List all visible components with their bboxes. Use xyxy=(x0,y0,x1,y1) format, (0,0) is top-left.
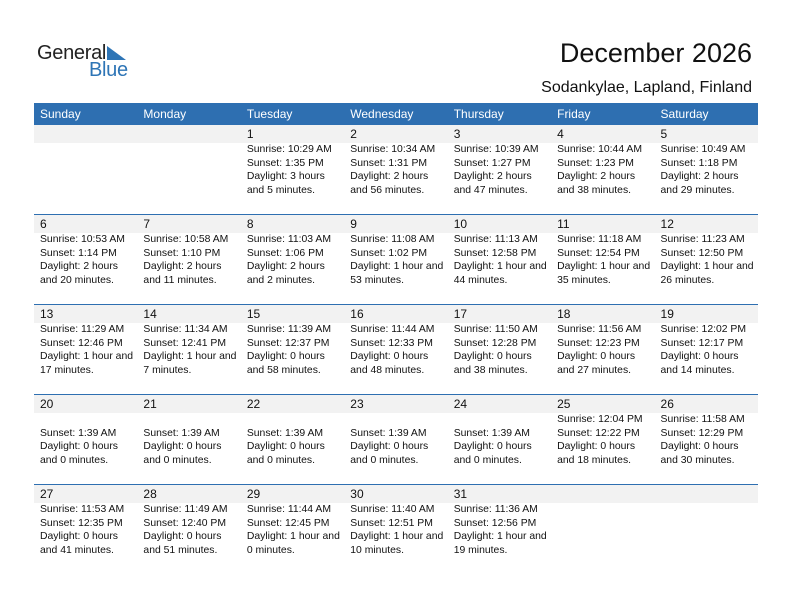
sunrise-text: Sunrise: 11:50 AM xyxy=(453,324,538,335)
day-number: 27 xyxy=(40,487,54,501)
sunset-text: Sunset: 1:39 AM xyxy=(453,427,530,439)
daylight-minutes-text: and 38 minutes. xyxy=(453,364,528,376)
day-cell xyxy=(551,233,654,287)
sunset-text: Sunset: 12:54 PM xyxy=(557,247,640,259)
day-info-row xyxy=(34,233,758,287)
weekday-thursday: Thursday xyxy=(453,107,504,121)
daylight-text: Daylight: 1 hour and xyxy=(453,531,547,543)
day-number: 18 xyxy=(557,307,571,321)
day-cell xyxy=(344,323,447,377)
day-number xyxy=(34,125,137,143)
daylight-minutes-text: 26 minutes. xyxy=(660,274,715,286)
weekday-tuesday: Tuesday xyxy=(246,107,293,121)
day-cell xyxy=(34,143,137,197)
day-number xyxy=(551,485,654,503)
weekday-sunday: Sunday xyxy=(40,107,81,121)
sunset-text: Sunset: 12:50 PM xyxy=(660,247,744,259)
sunrise-text: Sunrise: 10:44 AM xyxy=(557,144,643,155)
weekday-friday: Friday xyxy=(557,107,591,121)
daylight-text: Daylight: 3 hours xyxy=(246,171,325,183)
day-cell xyxy=(448,143,551,197)
daylight-minutes-text: and 20 minutes. xyxy=(40,274,114,286)
sunset-text: Sunset: 12:58 PM xyxy=(453,247,537,259)
day-cell xyxy=(551,503,654,557)
daylight-minutes-text: and 30 minutes. xyxy=(660,454,735,466)
sunrise-text xyxy=(247,413,344,427)
daylight-minutes-text xyxy=(40,184,137,198)
sunset-text: Sunset: 12:51 PM xyxy=(350,517,433,529)
day-number: 11 xyxy=(557,217,570,231)
sunrise-text: Sunrise: 11:39 AM xyxy=(246,324,331,335)
sunset-text: Sunset: 12:22 PM xyxy=(557,427,640,439)
day-number-row xyxy=(34,305,758,323)
day-cell xyxy=(551,323,654,377)
daylight-text: Daylight: 1 hour and xyxy=(453,261,547,273)
daylight-text: Daylight: 0 hours xyxy=(453,441,532,453)
day-cell xyxy=(655,503,758,557)
sunrise-text: Sunrise: 11:44 AM xyxy=(350,324,435,335)
calendar-week xyxy=(34,394,758,484)
sunrise-text xyxy=(40,413,137,427)
day-cell xyxy=(344,413,447,467)
daylight-text: Daylight: 0 hours xyxy=(143,441,222,453)
daylight-minutes-text: 0 minutes. xyxy=(246,544,295,556)
day-cell xyxy=(655,143,758,197)
daylight-text: Daylight: 2 hours xyxy=(40,261,118,273)
daylight-minutes-text: and 0 minutes. xyxy=(453,454,522,466)
day-number: 12 xyxy=(660,217,674,231)
daylight-text: Daylight: 1 hour and xyxy=(40,351,133,363)
sunset-text: Sunset: 1:14 PM xyxy=(40,247,117,259)
daylight-text: Daylight: 2 hours xyxy=(557,171,636,183)
daylight-text: Daylight: 0 hours xyxy=(246,351,325,363)
sunset-text xyxy=(557,517,654,531)
calendar-week xyxy=(34,304,758,394)
daylight-text: Daylight: 1 hour and xyxy=(660,261,754,273)
day-number: 6 xyxy=(40,217,47,231)
day-number: 5 xyxy=(660,127,668,141)
sunset-text: Sunset: 1:23 PM xyxy=(557,157,634,169)
day-cell xyxy=(448,503,551,557)
sunrise-text: Sunrise: 10:53 AM xyxy=(40,234,125,245)
daylight-minutes-text: and 2 minutes. xyxy=(246,274,316,286)
sunrise-text xyxy=(454,413,551,427)
location-subtitle: Sodankylae, Lapland, Finland xyxy=(541,79,752,96)
sunset-text: Sunset: 1:35 PM xyxy=(246,157,324,169)
daylight-minutes-text: 7 minutes. xyxy=(143,364,192,376)
day-number-row xyxy=(34,485,758,503)
day-number: 29 xyxy=(246,487,261,501)
sunrise-text: Sunrise: 11:44 AM xyxy=(246,504,331,515)
day-cell xyxy=(655,413,758,467)
sunset-text: Sunset: 1:10 PM xyxy=(143,247,221,259)
day-info-row xyxy=(34,503,758,557)
sunset-text: Sunset: 12:56 PM xyxy=(453,517,537,529)
day-cell xyxy=(344,233,447,287)
sunset-text: Sunset: 1:18 PM xyxy=(660,157,738,169)
sunset-text: Sunset: 12:37 PM xyxy=(246,337,330,349)
logo-triangle-icon xyxy=(107,46,126,60)
sunset-text: Sunset: 1:02 PM xyxy=(350,247,428,259)
sunset-text xyxy=(40,157,137,171)
daylight-minutes-text: and 48 minutes. xyxy=(350,364,425,376)
daylight-text xyxy=(661,530,758,544)
sunrise-text: Sunrise: 12:02 PM xyxy=(660,324,747,335)
sunrise-text: Sunrise: 11:56 AM xyxy=(557,324,642,335)
sunset-text: Sunset: 1:39 AM xyxy=(246,427,324,439)
logo-general-text: General xyxy=(37,42,107,64)
sunrise-text: Sunrise: 11:13 AM xyxy=(453,234,538,245)
day-number: 9 xyxy=(350,217,357,231)
day-cell xyxy=(34,413,137,467)
daylight-minutes-text: and 0 minutes. xyxy=(246,454,316,466)
daylight-minutes-text: and 56 minutes. xyxy=(350,184,425,196)
sunset-text: Sunset: 12:28 PM xyxy=(453,337,537,349)
day-info-row xyxy=(34,143,758,197)
calendar-week xyxy=(34,125,758,214)
daylight-minutes-text: 35 minutes. xyxy=(557,274,611,286)
day-number: 20 xyxy=(40,397,54,411)
logo xyxy=(37,42,137,82)
sunset-text: Sunset: 12:23 PM xyxy=(557,337,640,349)
daylight-text: Daylight: 1 hour and xyxy=(143,351,237,363)
sunrise-text: Sunrise: 11:18 AM xyxy=(557,234,642,245)
daylight-text: Daylight: 0 hours xyxy=(40,531,118,543)
daylight-text: Daylight: 1 hour and xyxy=(557,261,651,273)
day-cell xyxy=(655,233,758,287)
day-cell xyxy=(137,233,240,287)
daylight-text: Daylight: 0 hours xyxy=(143,531,222,543)
sunset-text: Sunset: 1:39 AM xyxy=(143,427,220,439)
calendar-week xyxy=(34,484,758,574)
day-cell xyxy=(344,503,447,557)
daylight-minutes-text: and 0 minutes. xyxy=(40,454,109,466)
day-number: 2 xyxy=(350,127,357,141)
daylight-minutes-text: and 11 minutes. xyxy=(143,274,217,286)
sunset-text: Sunset: 1:39 AM xyxy=(350,427,427,439)
weekday-saturday: Saturday xyxy=(660,107,709,121)
sunset-text xyxy=(661,517,758,531)
calendar xyxy=(34,103,758,574)
sunrise-text xyxy=(661,503,758,517)
day-number: 28 xyxy=(143,487,157,501)
weekday-header xyxy=(34,103,758,125)
daylight-minutes-text: 44 minutes. xyxy=(453,274,508,286)
daylight-text: Daylight: 2 hours xyxy=(246,261,325,273)
daylight-text: Daylight: 0 hours xyxy=(40,441,118,453)
day-number: 21 xyxy=(143,397,157,411)
daylight-text xyxy=(143,170,240,184)
day-number: 14 xyxy=(143,307,157,321)
daylight-text: Daylight: 0 hours xyxy=(246,441,325,453)
sunset-text xyxy=(143,157,240,171)
sunset-text: Sunset: 1:39 AM xyxy=(40,427,117,439)
sunset-text: Sunset: 12:33 PM xyxy=(350,337,433,349)
sunrise-text: Sunrise: 10:29 AM xyxy=(246,144,332,155)
daylight-minutes-text xyxy=(557,544,654,558)
day-number: 22 xyxy=(246,397,261,411)
day-number: 13 xyxy=(40,307,54,321)
day-number: 16 xyxy=(350,307,364,321)
daylight-minutes-text: and 5 minutes. xyxy=(246,184,316,196)
daylight-minutes-text: and 38 minutes. xyxy=(557,184,632,196)
day-number: 4 xyxy=(557,127,564,141)
sunset-text: Sunset: 1:06 PM xyxy=(246,247,324,259)
day-number: 23 xyxy=(350,397,364,411)
daylight-text xyxy=(40,170,137,184)
daylight-text: Daylight: 1 hour and xyxy=(246,531,340,543)
day-cell xyxy=(448,323,551,377)
sunset-text: Sunset: 1:27 PM xyxy=(453,157,531,169)
day-number: 10 xyxy=(453,217,468,231)
day-number: 25 xyxy=(557,397,571,411)
sunset-text: Sunset: 1:31 PM xyxy=(350,157,428,169)
day-number: 15 xyxy=(246,307,261,321)
weeks-container xyxy=(34,125,758,574)
day-number: 19 xyxy=(660,307,674,321)
day-cell xyxy=(551,413,654,467)
daylight-text: Daylight: 0 hours xyxy=(660,441,739,453)
daylight-text xyxy=(557,530,654,544)
daylight-minutes-text: and 58 minutes. xyxy=(246,364,321,376)
day-info-row xyxy=(34,413,758,467)
day-cell xyxy=(241,503,344,557)
daylight-minutes-text: 53 minutes. xyxy=(350,274,404,286)
daylight-text: Daylight: 2 hours xyxy=(660,171,739,183)
daylight-minutes-text: and 0 minutes. xyxy=(350,454,419,466)
sunrise-text: Sunrise: 11:23 AM xyxy=(660,234,745,245)
daylight-minutes-text xyxy=(143,184,240,198)
sunrise-text xyxy=(143,413,240,427)
sunrise-text: Sunrise: 10:34 AM xyxy=(350,144,436,155)
daylight-text: Daylight: 0 hours xyxy=(660,351,739,363)
sunrise-text: Sunrise: 10:58 AM xyxy=(143,234,229,245)
daylight-minutes-text: and 41 minutes. xyxy=(40,544,114,556)
day-cell xyxy=(551,143,654,197)
day-cell xyxy=(241,143,344,197)
sunrise-text: Sunrise: 10:39 AM xyxy=(453,144,539,155)
day-cell xyxy=(448,413,551,467)
daylight-minutes-text xyxy=(661,544,758,558)
day-number: 24 xyxy=(453,397,468,411)
daylight-text: Daylight: 2 hours xyxy=(143,261,222,273)
sunrise-text: Sunrise: 11:58 AM xyxy=(660,414,745,425)
day-number: 17 xyxy=(453,307,468,321)
daylight-minutes-text: and 51 minutes. xyxy=(143,544,218,556)
daylight-text: Daylight: 0 hours xyxy=(350,441,429,453)
daylight-text: Daylight: 1 hour and xyxy=(350,261,444,273)
sunset-text: Sunset: 12:46 PM xyxy=(40,337,123,349)
daylight-minutes-text: and 0 minutes. xyxy=(143,454,212,466)
daylight-minutes-text: 10 minutes. xyxy=(350,544,404,556)
sunrise-text: Sunrise: 11:29 AM xyxy=(40,324,125,335)
day-number: 30 xyxy=(350,487,364,501)
day-number-row xyxy=(34,395,758,413)
daylight-minutes-text: and 47 minutes. xyxy=(453,184,528,196)
sunrise-text xyxy=(143,143,240,157)
day-cell xyxy=(34,503,137,557)
weekday-wednesday: Wednesday xyxy=(350,107,414,121)
day-number: 8 xyxy=(246,217,254,231)
sunrise-text: Sunrise: 11:49 AM xyxy=(143,504,228,515)
sunrise-text: Sunrise: 11:36 AM xyxy=(453,504,538,515)
daylight-text: Daylight: 2 hours xyxy=(350,171,429,183)
sunrise-text xyxy=(350,413,447,427)
day-cell xyxy=(137,143,240,197)
daylight-minutes-text: and 14 minutes. xyxy=(660,364,735,376)
calendar-week xyxy=(34,214,758,304)
sunrise-text xyxy=(40,143,137,157)
daylight-minutes-text: and 27 minutes. xyxy=(557,364,632,376)
sunrise-text: Sunrise: 11:08 AM xyxy=(350,234,435,245)
sunrise-text: Sunrise: 11:34 AM xyxy=(143,324,228,335)
daylight-text: Daylight: 0 hours xyxy=(557,441,636,453)
daylight-text: Daylight: 0 hours xyxy=(350,351,429,363)
sunrise-text xyxy=(557,503,654,517)
sunrise-text: Sunrise: 10:49 AM xyxy=(660,144,746,155)
day-number xyxy=(655,485,758,503)
daylight-text: Daylight: 2 hours xyxy=(453,171,532,183)
sunrise-text: Sunrise: 11:03 AM xyxy=(246,234,331,245)
sunset-text: Sunset: 12:45 PM xyxy=(246,517,330,529)
daylight-minutes-text: 19 minutes. xyxy=(453,544,508,556)
day-cell xyxy=(34,233,137,287)
daylight-minutes-text: and 18 minutes. xyxy=(557,454,632,466)
day-number-row xyxy=(34,125,758,143)
day-number: 31 xyxy=(453,487,468,501)
day-cell xyxy=(137,323,240,377)
sunrise-text: Sunrise: 11:40 AM xyxy=(350,504,435,515)
sunrise-text: Sunrise: 12:04 PM xyxy=(557,414,643,425)
sunset-text: Sunset: 12:17 PM xyxy=(660,337,744,349)
day-cell xyxy=(241,233,344,287)
weekday-monday: Monday xyxy=(143,107,187,121)
day-cell xyxy=(137,413,240,467)
day-number: 3 xyxy=(453,127,461,141)
day-cell xyxy=(137,503,240,557)
day-cell xyxy=(241,413,344,467)
sunset-text: Sunset: 12:40 PM xyxy=(143,517,227,529)
day-cell xyxy=(448,233,551,287)
day-number: 1 xyxy=(246,127,254,141)
logo-blue-text: Blue xyxy=(89,59,128,81)
day-cell xyxy=(344,143,447,197)
daylight-text: Daylight: 0 hours xyxy=(453,351,532,363)
daylight-minutes-text: 17 minutes. xyxy=(40,364,94,376)
sunrise-text: Sunrise: 11:53 AM xyxy=(40,504,125,515)
day-info-row xyxy=(34,323,758,377)
sunset-text: Sunset: 12:29 PM xyxy=(660,427,744,439)
sunset-text: Sunset: 12:35 PM xyxy=(40,517,123,529)
sunset-text: Sunset: 12:41 PM xyxy=(143,337,227,349)
day-cell xyxy=(241,323,344,377)
daylight-text: Daylight: 1 hour and xyxy=(350,531,444,543)
daylight-text: Daylight: 0 hours xyxy=(557,351,636,363)
day-number: 7 xyxy=(143,217,151,231)
day-number: 26 xyxy=(660,397,674,411)
page-title: December 2026 xyxy=(559,38,752,68)
daylight-minutes-text: and 29 minutes. xyxy=(660,184,735,196)
day-number-row xyxy=(34,215,758,233)
day-cell xyxy=(655,323,758,377)
day-number xyxy=(137,125,240,143)
day-cell xyxy=(34,323,137,377)
